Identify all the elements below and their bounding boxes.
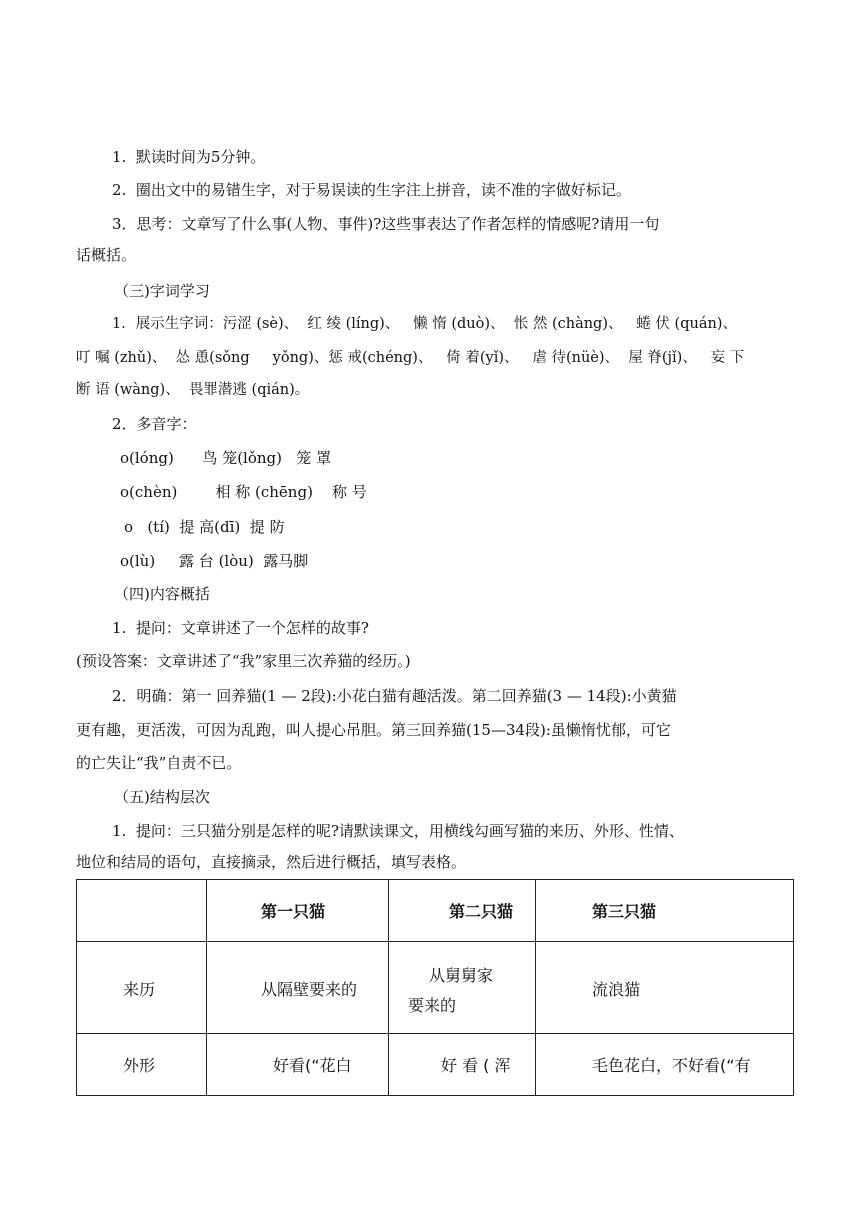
table-cell xyxy=(207,942,389,1034)
summary-clarify-line-3: 的亡失让“我”自责不已。 xyxy=(76,754,242,772)
third-cat-origin: 流浪猫 xyxy=(592,980,641,999)
summary-answer: (预设答案：文章讲述了“我”家里三次养猫的经历。) xyxy=(76,652,411,670)
polyphone-item-3: o (tí) 提 高(dī) 提 防 xyxy=(124,518,285,536)
header-second-cat: 第二只猫 xyxy=(449,902,514,921)
reading-step-2: 2. 圈出文中的易错生字，对于易误读的生字注上拼音，读不准的字做好标记。 xyxy=(112,181,631,199)
row-label-appearance: 外形 xyxy=(123,1056,156,1075)
vocab-line-1: 1．展示生字词：污涩 (sè)、 红 绫 (líng)、 懒 惰 (duò)、 怅 然 (chàng)、 蜷 伏 (quán)、 xyxy=(112,316,737,332)
summary-question: 1. 提问：文章讲述了一个怎样的故事? xyxy=(112,619,369,637)
table-header-cell xyxy=(389,880,536,942)
summary-clarify-line-2: 更有趣，更活泼，可因为乱跑，叫人提心吊胆。第三回养猫(15—34段):虽懒惰忧郁，可它 xyxy=(76,721,671,739)
table-header-cell-empty xyxy=(77,880,207,942)
polyphone-item-2: o(chèn) 相 称 (chēng) 称 号 xyxy=(120,483,367,501)
reading-step-1: 1. 默读时间为5分钟。 xyxy=(112,148,266,166)
header-first-cat: 第一只猫 xyxy=(261,902,326,921)
section-heading-vocab: （三)字词学习 xyxy=(114,282,210,300)
vocab-line-3: 断 语 (wàng)、 畏罪潜逃 (qián)。 xyxy=(76,382,310,398)
table-cell xyxy=(536,942,794,1034)
table-header-row xyxy=(77,880,794,942)
table-cell xyxy=(207,1034,389,1096)
second-cat-appearance: 好 看 ( 浑 xyxy=(441,1056,511,1075)
structure-question-line-1: 1. 提问：三只猫分别是怎样的呢?请默读课文，用横线勾画写猫的来历、外形、性情、 xyxy=(112,822,684,840)
summary-clarify-line-1: 2．明确：第一 回养猫(1 — 2段):小花白猫有趣活泼。第二回养猫(3 — 14段):小黄猫 xyxy=(112,687,677,705)
table-cell xyxy=(389,1034,536,1096)
second-cat-origin-line-2: 要来的 xyxy=(408,996,457,1015)
structure-question-line-2: 地位和结局的语句，直接摘录，然后进行概括，填写表格。 xyxy=(76,853,467,871)
third-cat-appearance: 毛色花白，不好看(“有 xyxy=(592,1056,751,1075)
cat-comparison-table xyxy=(76,879,794,1096)
table-header-cell xyxy=(536,880,794,942)
first-cat-origin: 从隔壁要来的 xyxy=(261,980,358,999)
polyphone-title: 2．多音字： xyxy=(112,415,197,433)
reading-step-3-line-1: 3．思考：文章写了什么事(人物、事件)?这些事表达了作者怎样的情感呢?请用一句 xyxy=(112,215,660,233)
first-cat-appearance: 好看(“花白 xyxy=(273,1056,352,1075)
table-header-cell xyxy=(207,880,389,942)
reading-step-3-line-2: 话概括。 xyxy=(76,246,137,264)
table-cell xyxy=(389,942,536,1034)
header-third-cat: 第三只猫 xyxy=(592,902,657,921)
table-cell xyxy=(77,1034,207,1096)
table-cell xyxy=(536,1034,794,1096)
table-cell xyxy=(77,942,207,1034)
row-label-origin: 来历 xyxy=(123,980,156,999)
table-row xyxy=(77,1034,794,1096)
polyphone-item-1: o(lóng) 鸟 笼(lǒng) 笼 罩 xyxy=(120,449,332,467)
section-heading-summary: （四)内容概括 xyxy=(114,585,210,603)
polyphone-item-4: o(lù) 露 台 (lòu) 露马脚 xyxy=(120,552,309,570)
second-cat-origin-line-1: 从舅舅家 xyxy=(429,966,494,985)
table-row xyxy=(77,942,794,1034)
section-heading-structure: （五)结构层次 xyxy=(114,788,210,806)
vocab-line-2: 叮 嘱 (zhǔ)、 怂 恿(sǒng yǒng)、惩 戒(chéng)、 倚 着(yǐ)、 虐 待(nüè)、 屋 脊(jǐ)、 妄 下 xyxy=(76,350,745,366)
